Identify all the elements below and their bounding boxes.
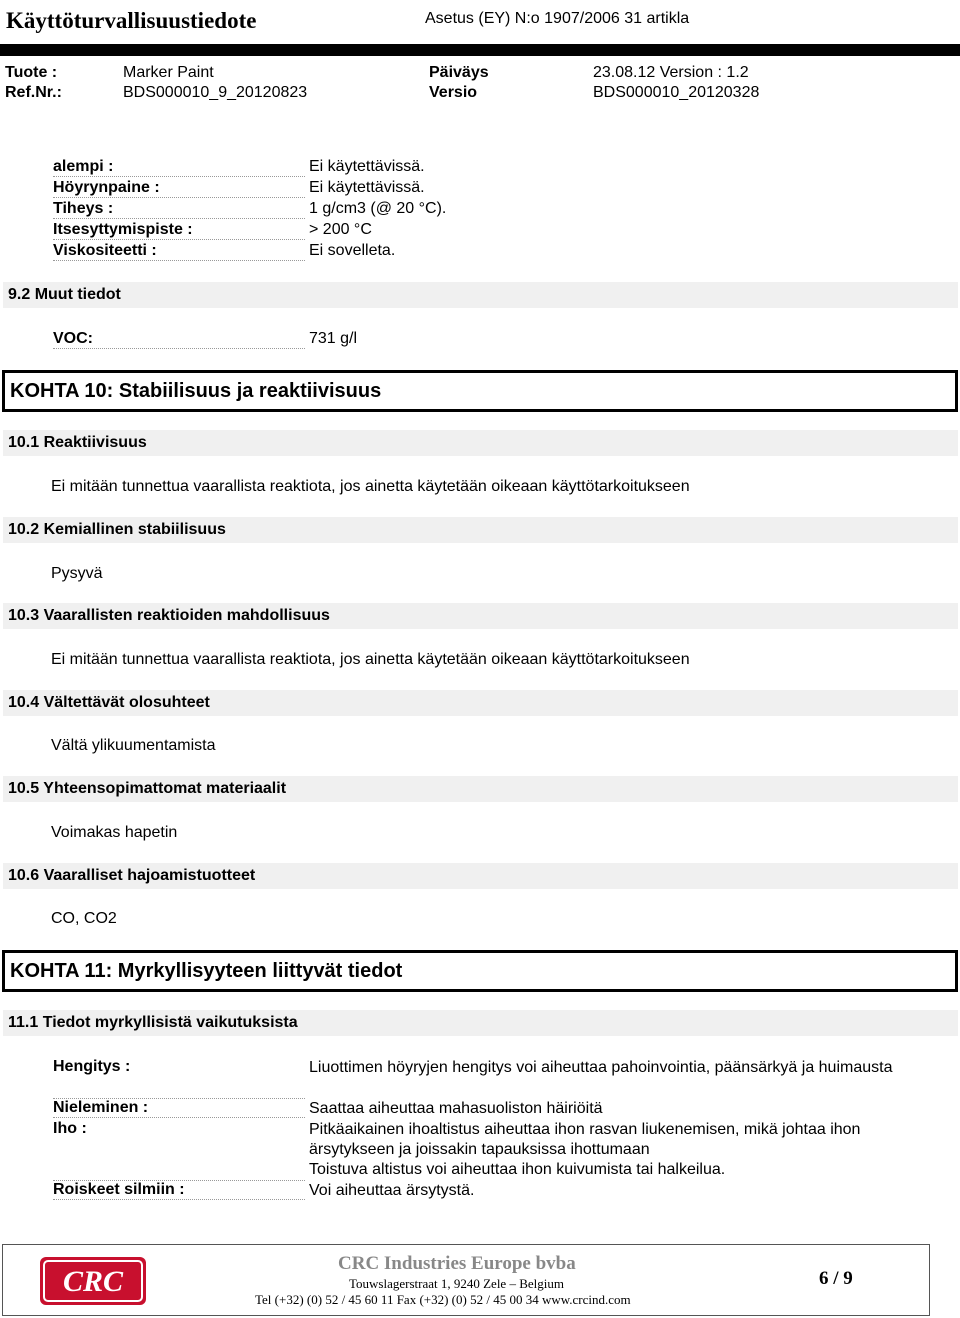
inhalation-label: Hengitys : — [53, 1058, 305, 1099]
subsection-text-10-3: Ei mitään tunnettua vaarallista reaktiota, jos ainetta käytetään oikeaan käyttötarkoitukseen — [51, 651, 690, 668]
subsection-text-10-2: Pysyvä — [51, 565, 103, 582]
property-value: > 200 °C — [309, 221, 372, 238]
subsection-heading-10-1: 10.1 Reaktiivisuus — [8, 434, 147, 451]
property-label: Höyrynpaine : — [53, 179, 305, 198]
eye-label: Roiskeet silmiin : — [53, 1181, 305, 1200]
subsection-text-10-1: Ei mitään tunnettua vaarallista reaktiota, jos ainetta käytetään oikeaan käyttötarkoitukseen — [51, 478, 690, 495]
ref-label: Ref.Nr.: — [5, 84, 62, 101]
product-label: Tuote : — [5, 64, 58, 81]
property-label: Viskositeetti : — [53, 242, 305, 261]
voc-label: VOC: — [53, 330, 305, 349]
product-value: Marker Paint — [123, 64, 214, 81]
voc-value: 731 g/l — [309, 330, 358, 347]
property-label: Tiheys : — [53, 200, 305, 219]
footer-company: CRC Industries Europe bvba — [338, 1253, 576, 1274]
version-value: BDS000010_20120328 — [593, 84, 760, 101]
ingestion-label: Nieleminen : — [53, 1099, 305, 1118]
ingestion-value: Saattaa aiheuttaa mahasuoliston häiriöitä — [309, 1100, 603, 1117]
subsection-heading-10-4: 10.4 Vältettävät olosuhteet — [8, 694, 210, 711]
skin-value: Pitkäaikainen ihoaltistus aiheuttaa ihon rasvan liukenemisen, mikä johtaa ihon ärsytykseen ja joissakin tapauksissa ihottumaan — [309, 1121, 861, 1158]
subsection-heading-10-5: 10.5 Yhteensopimattomat materiaalit — [8, 780, 287, 797]
property-value: Ei sovelleta. — [309, 242, 396, 259]
subsection-text-10-6: CO, CO2 — [51, 910, 117, 927]
footer-address: Touwslagerstraat 1, 9240 Zele – Belgium — [349, 1276, 564, 1291]
subsection-text-10-5: Voimakas hapetin — [51, 824, 178, 841]
subsection-heading-10-2: 10.2 Kemiallinen stabiilisuus — [8, 521, 226, 538]
date-value: 23.08.12 Version : 1.2 — [593, 64, 749, 81]
ref-value: BDS000010_9_20120823 — [123, 84, 308, 101]
property-value: Ei käytettävissä. — [309, 158, 425, 175]
version-label: Versio — [429, 84, 478, 101]
subsection-text-10-4: Vältä ylikuumentamista — [51, 737, 216, 754]
document-title: Käyttöturvallisuustiedote — [6, 8, 257, 33]
property-label: Itsesyttymispiste : — [53, 221, 305, 240]
property-value: 1 g/cm3 (@ 20 °C). — [309, 200, 447, 217]
page-number: 6 / 9 — [819, 1268, 853, 1289]
eye-value: Voi aiheuttaa ärsytystä. — [309, 1182, 475, 1199]
property-value: Ei käytettävissä. — [309, 179, 425, 196]
section-11-title: KOHTA 11: Myrkyllisyyteen liittyvät tiedot — [10, 960, 403, 982]
subsection-heading-10-6: 10.6 Vaaralliset hajoamistuotteet — [8, 867, 256, 884]
footer-contact: Tel (+32) (0) 52 / 45 60 11 Fax (+32) (0) 52 / 45 00 34 www.crcind.com — [255, 1292, 631, 1307]
property-label: alempi : — [53, 158, 305, 177]
section-10-title: KOHTA 10: Stabiilisuus ja reaktiivisuus — [10, 380, 382, 402]
logo-text: CRC — [62, 1265, 124, 1298]
date-label: Päiväys — [429, 64, 489, 81]
subsection-bar — [3, 282, 958, 308]
subsection-heading-10-3: 10.3 Vaarallisten reaktioiden mahdollisuus — [8, 607, 330, 624]
skin-value-repeated: Toistuva altistus voi aiheuttaa ihon kuivumista tai halkeilua. — [309, 1161, 726, 1178]
skin-label: Iho : — [53, 1120, 305, 1181]
subsection-heading-11-1: 11.1 Tiedot myrkyllisistä vaikutuksista — [8, 1014, 298, 1031]
crc-logo — [40, 1257, 146, 1305]
regulation-reference: Asetus (EY) N:o 1907/2006 31 artikla — [425, 10, 690, 27]
subsection-heading-9-2: 9.2 Muut tiedot — [8, 286, 121, 303]
header-divider — [0, 44, 960, 56]
inhalation-value: Liuottimen höyryjen hengitys voi aiheuttaa pahoinvointia, päänsärkyä ja huimausta — [309, 1059, 893, 1076]
